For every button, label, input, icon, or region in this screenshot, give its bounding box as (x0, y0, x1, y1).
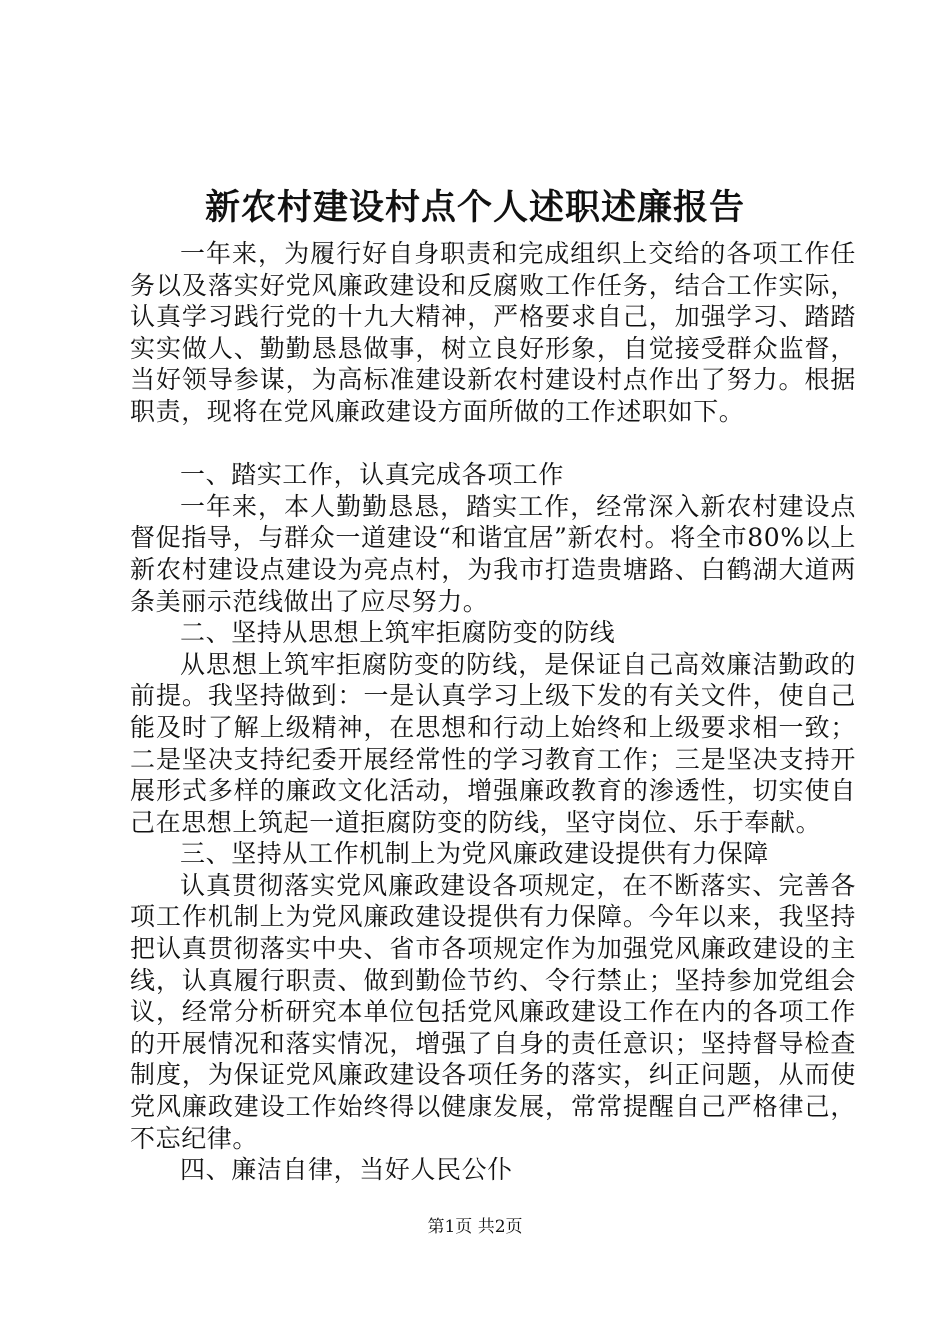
paragraph-spacer (130, 428, 856, 460)
section-4-heading: 四、廉洁自律，当好人民公仆 (180, 1155, 513, 1185)
intro-paragraph: 一年来，为履行好自身职责和完成组织上交给的各项工作任务以及落实好党风廉政建设和反腐败工作任务，结合工作实际，认真学习践行党的十九大精神，严格要求自己，加强学习、踏踏实实做人、勤勤恳恳做事，树立良好形象，自觉接受群众监督，当好领导参谋，为高标准建设新农村建设村点作出了努力。根据职责，现将在党风廉政建设方面所做的工作述职如下。 (130, 239, 856, 426)
section-1-heading: 一、踏实工作，认真完成各项工作 (180, 460, 565, 490)
document-body (130, 238, 856, 1186)
section-1-body: 一年来，本人勤勤恳恳，踏实工作，经常深入新农村建设点督促指导，与群众一道建设“和谐宜居”新农村。将全市80%以上新农村建设点建设为亮点村，为我市打造贵塘路、白鹤湖大道两条美丽示范线做出了应尽努力。 (130, 491, 856, 616)
page-number: 第1页 共2页 (427, 1217, 523, 1237)
section-3-body: 认真贯彻落实党风廉政建设各项规定，在不断落实、完善各项工作机制上为党风廉政建设提供有力保障。今年以来，我坚持把认真贯彻落实中央、省市各项规定作为加强党风廉政建设的主线，认真履行职责、做到勤俭节约、令行禁止；坚持参加党组会议，经常分析研究本单位包括党风廉政建设工作在内的各项工作的开展情况和落实情况，增强了自身的责任意识；坚持督导检查制度，为保证党风廉政建设各项任务的落实，纠正问题，从而使党风廉政建设工作始终得以健康发展，常常提醒自己严格律己，不忘纪律。 (130, 870, 856, 1153)
document-title: 新农村建设村点个人述职述廉报告 (204, 187, 745, 228)
section-3-heading: 三、坚持从工作机制上为党风廉政建设提供有力保障 (180, 839, 769, 869)
section-2-body: 从思想上筑牢拒腐防变的防线，是保证自己高效廉洁勤政的前提。我坚持做到：一是认真学习上级下发的有关文件，使自己能及时了解上级精神，在思想和行动上始终和上级要求相一致；二是坚决支持纪委开展经常性的学习教育工作；三是坚决支持开展形式多样的廉政文化活动，增强廉政教育的渗透性，切实使自己在思想上筑起一道拒腐防变的防线，坚守岗位、乐于奉献。 (130, 649, 856, 837)
section-2-heading: 二、坚持从思想上筑牢拒腐防变的防线 (180, 618, 616, 648)
